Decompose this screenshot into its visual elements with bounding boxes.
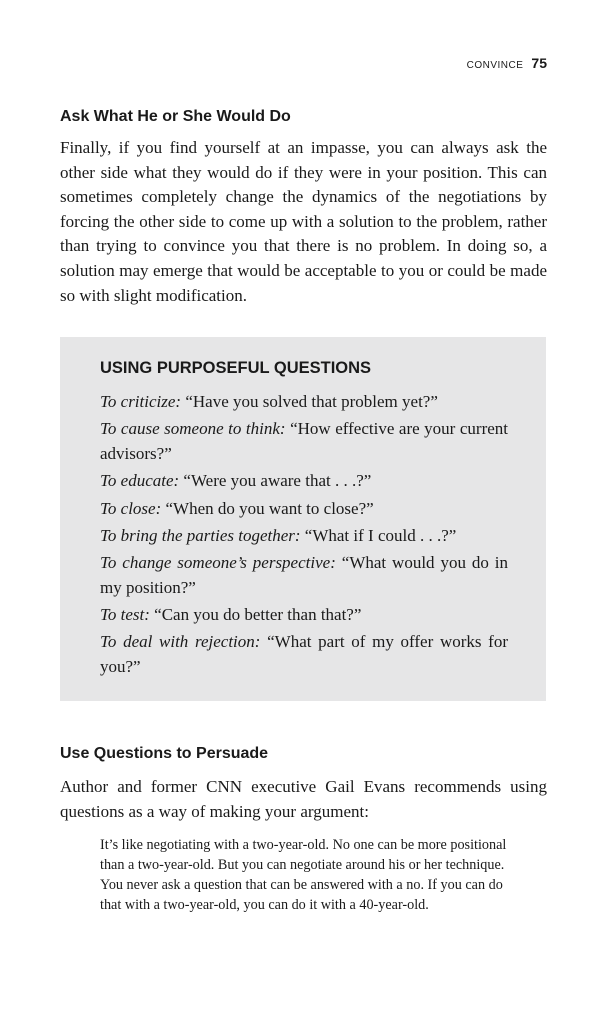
list-item [100, 523, 508, 548]
item-label: To criticize: [100, 392, 182, 411]
item-question: “What part of my offer works for you?” [100, 632, 508, 677]
list-item [100, 389, 508, 414]
item-label: To bring the parties together: [100, 525, 301, 545]
body-paragraph-impasse: Finally, if you find yourself at an impasse, you can always ask the other side what they would do if they were in your position. This can sometimes completely change the dynamics of the negotiations by forcing the other side to come up with a solution to the problem, rather than trying to convince you that there is no problem. In doing so, a solution may emerge that would be acceptable to you or could be made so with slight modification. [60, 138, 547, 305]
item-label: To cause someone to think: [100, 419, 286, 439]
item-question: “Have you solved that problem yet?” [185, 392, 438, 411]
item-question: “Can you do better than that?” [154, 605, 362, 625]
body-paragraph-evans: Author and former CNN executive Gail Evans recommends using questions as a way of making your argument: [60, 777, 547, 821]
list-item [100, 629, 508, 679]
list-item [100, 468, 508, 493]
item-question: “Were you aware that . . .?” [183, 471, 372, 491]
list-item [100, 602, 508, 627]
item-question: “What if I could . . .?” [304, 525, 457, 545]
section-heading-ask-what: Ask What He or She Would Do [60, 108, 291, 125]
running-head-section: CONVINCE [466, 60, 524, 71]
question-list [100, 389, 508, 682]
list-item [100, 550, 508, 600]
sidebar-box [60, 337, 546, 701]
item-label: To close: [100, 498, 162, 518]
item-label: To deal with rejection: [100, 632, 261, 652]
item-label: To educate: [100, 471, 180, 491]
page-number: 75 [531, 55, 547, 71]
item-question: “What would you do in my position?” [100, 552, 509, 597]
item-question: “When do you want to close?” [165, 498, 374, 518]
block-quote: It’s like negotiating with a two-year-old. No one can be more positional than a two-year-old. But you can negotiate around his or her technique. You never ask a question that can be answered with a no. If you can do that with a two-year-old, you can do it with a 40-year-old. [100, 837, 507, 913]
item-label: To change someone’s perspective: [100, 552, 336, 572]
item-label: To test: [100, 605, 150, 625]
list-item [100, 496, 508, 521]
running-head [467, 55, 547, 71]
list-item [100, 416, 508, 466]
section-heading-use-questions: Use Questions to Persuade [60, 745, 269, 762]
sidebar-title: USING PURPOSEFUL QUESTIONS [100, 359, 372, 377]
item-question: “How effective are your current advisors?” [100, 419, 509, 464]
